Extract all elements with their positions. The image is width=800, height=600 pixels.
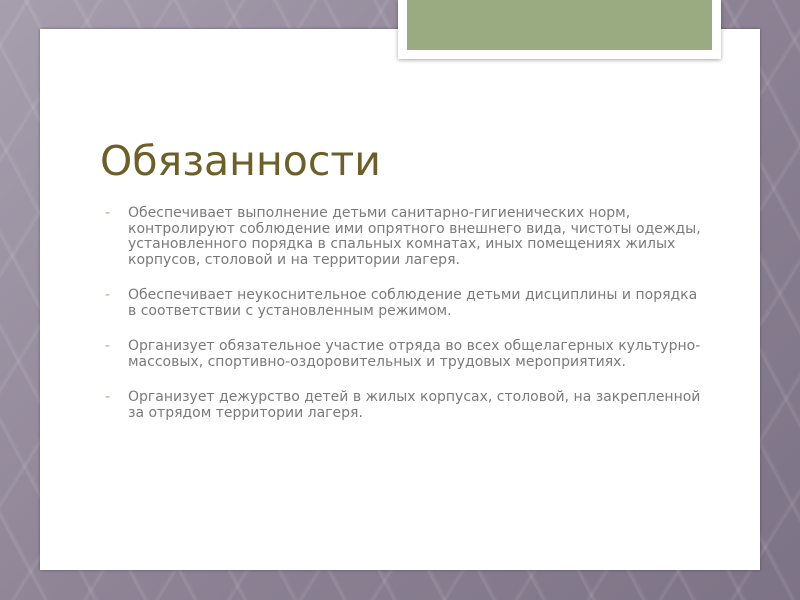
accent-block xyxy=(398,0,721,59)
bullet-list xyxy=(105,206,705,441)
bullet-text: Организует дежурство детей в жилых корпусах, столовой, на закрепленной за отрядом территории лагеря. xyxy=(128,389,701,421)
bullet-text: Обеспечивает неукоснительное соблюдение детьми дисциплины и порядка в соответствии с установленным режимом. xyxy=(128,287,698,319)
slide-title: Обязанности xyxy=(100,137,381,185)
bullet-marker: - xyxy=(105,287,111,303)
bullet-text: Организует обязательное участие отряда во всех общелагерных культурно-массовых, спортивно-оздоровительных и трудовых мероприятиях. xyxy=(128,338,701,370)
bullet-item xyxy=(105,288,705,319)
bullet-marker: - xyxy=(105,338,111,354)
bullet-text: Обеспечивает выполнение детьми санитарно-гигиенических норм, контролируют соблюдение ими опрятного внешнего вида, чистоты одежды, установленного порядка в спальных комнатах, иных помещениях жилых корпусов, столовой и на территории лагеря. xyxy=(128,205,701,268)
bullet-item xyxy=(105,206,705,268)
bullet-item xyxy=(105,339,705,370)
accent-green-bar xyxy=(407,0,712,50)
bullet-item xyxy=(105,390,705,421)
bullet-marker: - xyxy=(105,389,111,405)
bullet-marker: - xyxy=(105,205,111,221)
